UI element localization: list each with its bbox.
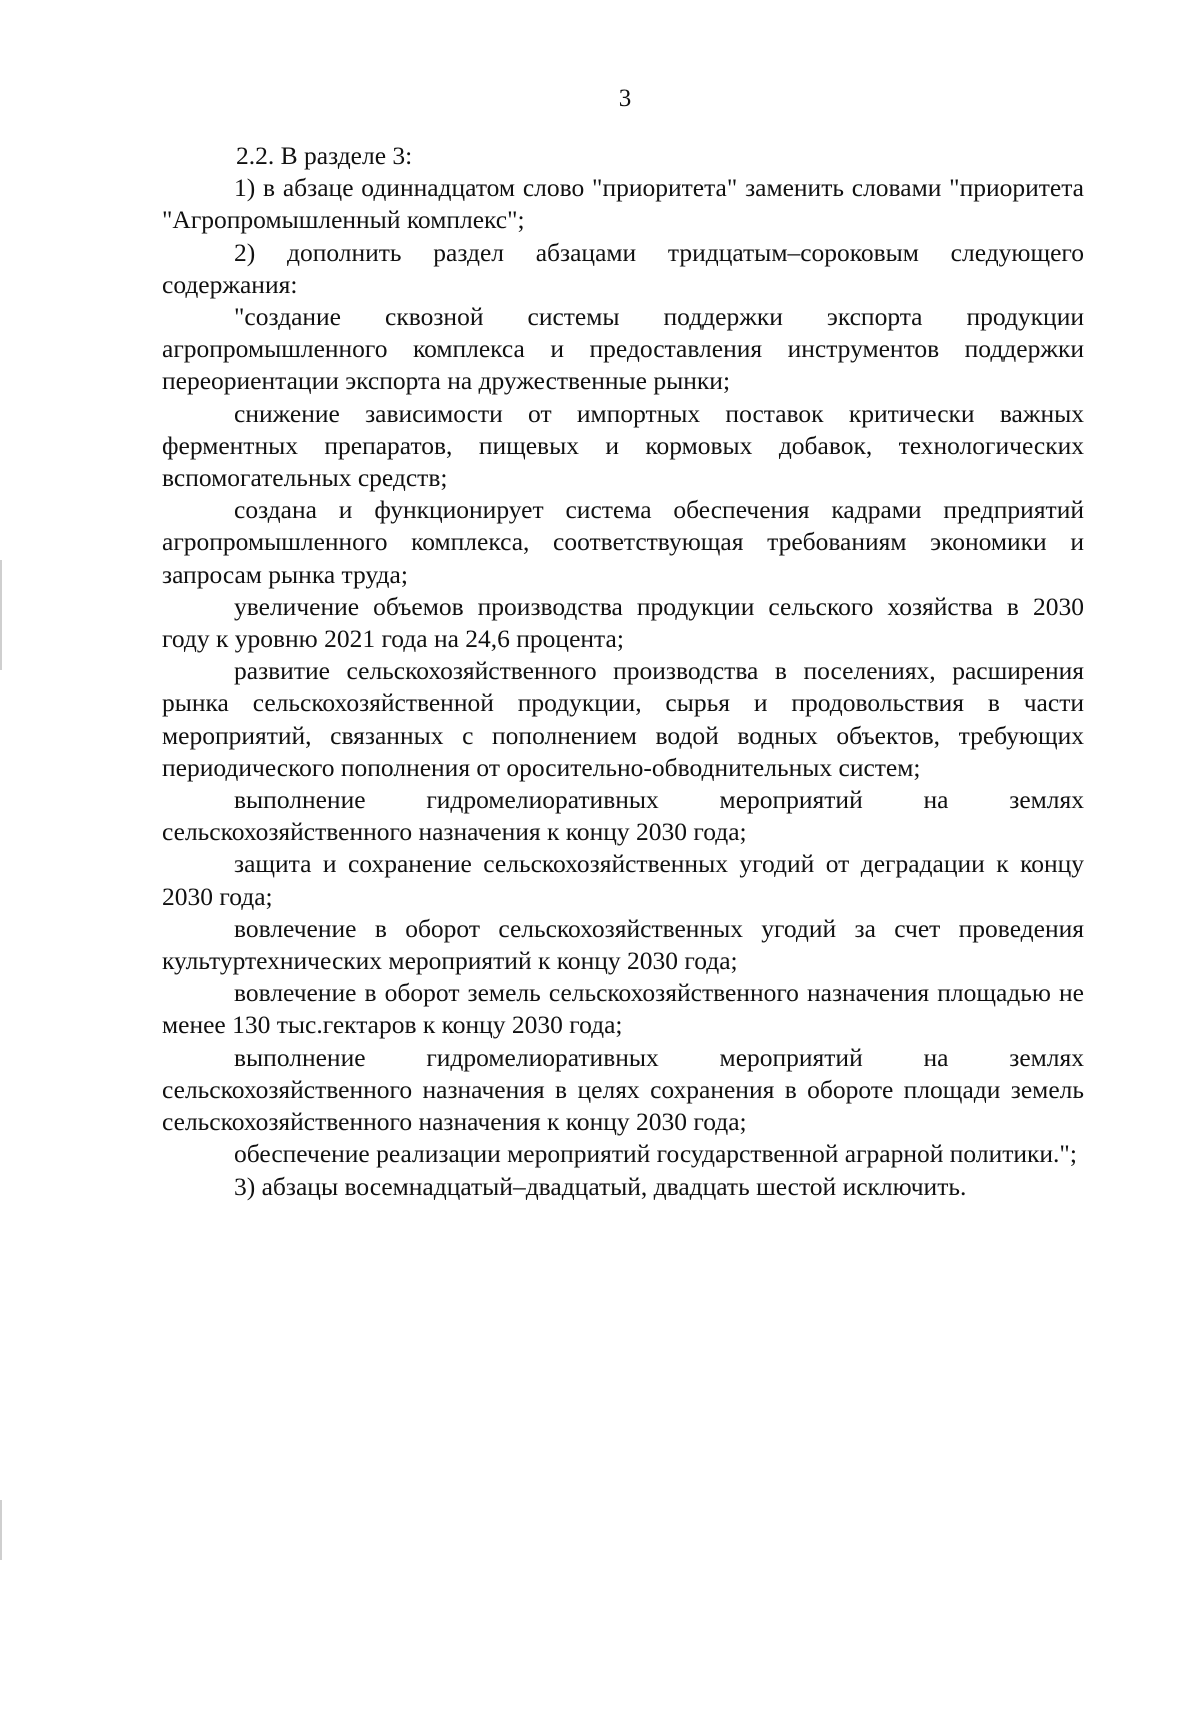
- scan-edge-mark: [0, 560, 2, 670]
- page-number: 3: [618, 85, 632, 112]
- paragraph: вовлечение в оборот земель сельскохозяйственного назначения площадью не менее 130 тыс.гектаров к концу 2030 года;: [162, 978, 1084, 1040]
- scan-edge-mark: [0, 1500, 2, 1560]
- paragraph: "создание сквозной системы поддержки экспорта продукции агропромышленного комплекса и предоставления инструментов поддержки переориентации экспорта на дружественные рынки;: [162, 302, 1084, 396]
- paragraph: создана и функционирует система обеспечения кадрами предприятий агропромышленного комплекса, соответствующая требованиям экономики и запросам рынка труда;: [162, 495, 1084, 589]
- paragraph: выполнение гидромелиоративных мероприятий на землях сельскохозяйственного назначения в целях сохранения в обороте площади земель сельскохозяйственного назначения к концу 2030 года;: [162, 1042, 1084, 1137]
- document-body: [162, 140, 1084, 1203]
- paragraph: развитие сельскохозяйственного производства в поселениях, расширения рынка сельскохозяйственной продукции, сырья и продовольствия в части мероприятий, связанных с пополнением водой водных объектов, требующих периодического пополнения от оросительно-обводнительных систем;: [162, 656, 1084, 782]
- paragraph: 2.2. В разделе 3:: [236, 141, 413, 170]
- paragraph: выполнение гидромелиоративных мероприятий на землях сельскохозяйственного назначения к концу 2030 года;: [162, 785, 1084, 847]
- paragraph: 1) в абзаце одиннадцатом слово "приоритета" заменить словами "приоритета "Агропромышленный комплекс";: [162, 173, 1084, 235]
- paragraph: обеспечение реализации мероприятий государственной аграрной политики.";: [234, 1139, 1077, 1169]
- paragraph: вовлечение в оборот сельскохозяйственных угодий за счет проведения культуртехнических мероприятий к концу 2030 года;: [162, 913, 1084, 976]
- paragraph: увеличение объемов производства продукции сельского хозяйства в 2030 году к уровню 2021 года на 24,6 процента;: [162, 591, 1084, 654]
- paragraph: 3) абзацы восемнадцатый–двадцатый, двадцать шестой исключить.: [234, 1171, 967, 1201]
- paragraph: защита и сохранение сельскохозяйственных угодий от деградации к концу 2030 года;: [162, 849, 1084, 911]
- paragraph: снижение зависимости от импортных поставок критически важных ферментных препаратов, пищевых и кормовых добавок, технологических вспомогательных средств;: [162, 398, 1084, 493]
- paragraph: 2) дополнить раздел абзацами тридцатым–сороковым следующего содержания:: [162, 237, 1084, 299]
